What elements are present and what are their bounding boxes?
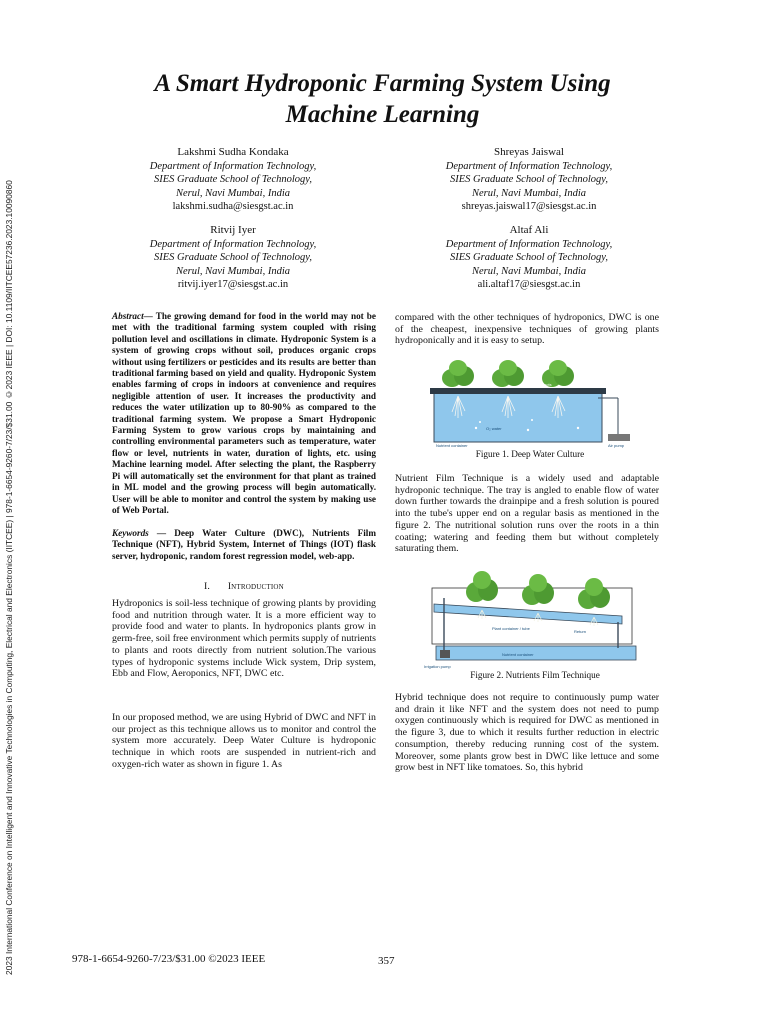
author-email[interactable]: ritvij.iyer17@siesgst.ac.in — [177, 279, 289, 291]
abstract — [112, 311, 376, 516]
author-department: Department of Information Technology, — [149, 160, 317, 172]
nutrient-tank — [436, 646, 636, 660]
figure-nutrient-film-technique — [422, 570, 646, 670]
label-air-pump: Air pump — [608, 443, 625, 448]
air-pump-icon — [608, 434, 630, 441]
author-block — [409, 146, 649, 214]
tank-lid — [430, 388, 606, 394]
body-paragraph: compared with the other techniques of hydroponics, DWC is one of the cheapest, inexpensive techniques of growing plants hydroponically and it is easy to setup. — [395, 312, 659, 347]
body-paragraph: Hybrid technique does not require to continuously pump water and drain it like NFT and the system does not need to pump oxygen continuously which is required for DWC as mentioned in the figure 3, due to which it results further reduction in electric consumption, thereby reducing running cost of the system. Moreover, some plants grow best in DWC like lettuce and some grow best in NFT like tomatoes. So, this hybrid — [395, 692, 659, 774]
author-department: Department of Information Technology, — [445, 160, 613, 172]
abstract-body: The growing demand for food in the world may not be met with the traditional farming system coupled with rising pollution level and oscillations in climate. Hydroponic System is a system of growing crops without soil, produces organic crops without using fertilizers or pesticides and its results are better than traditional farming based on yield and quality. Hydroponic System enables farming of crops in indoors at convenience and requires negligible attention of user. It increases the productivity and reduces the water utilization up to 80-90% as compared to the traditional farming system. We propose a Smart Hydroponic Farming System to grow various crops by maintaining and controlling environmental parameters such as temperature, water flow or level, nutrients in water, duration of lights, etc. using Machine learning model. After selecting the plant, the Raspberry Pi will automatically set the environment for that plant as trained in ML model and the growing process will begin automatically. User will be able to monitor and control the system by making use of Web Portal. — [112, 311, 376, 515]
abstract-lead: Abstract— — [112, 311, 153, 321]
label-return: Return — [574, 629, 587, 634]
author-block — [113, 224, 353, 292]
author-email[interactable]: lakshmi.sudha@siesgst.ac.in — [172, 201, 294, 213]
figure-1-caption: Figure 1. Deep Water Culture — [475, 449, 585, 459]
footer-isbn: 978-1-6654-9260-7/23/$31.00 ©2023 IEEE — [72, 953, 266, 965]
conference-banner: 2023 International Conference on Intelligent and Innovative Technologies in Computing, Electrical and Electronics (IITCEE) | 978-1-6654-9260-7/23/$31.00 ©2023 IEEE | DOI: 10.1109/IITCEE57236.2023.10090860 — [4, 180, 14, 975]
author-department: Department of Information Technology, — [149, 238, 317, 250]
pump-icon — [440, 650, 450, 658]
label-o2-water: O₂ water — [486, 426, 502, 431]
author-email[interactable]: ali.altaf17@siesgst.ac.in — [477, 279, 581, 291]
keywords-body: — Deep Water Culture (DWC), Nutrients Film Technique (NFT), Hybrid System, Internet of Things (IOT) flask server, hydroponic, random forest regression model, web-app. — [112, 528, 376, 561]
lettuce-plants — [466, 571, 610, 609]
author-name: Altaf Ali — [509, 224, 549, 236]
author-block — [409, 224, 649, 292]
label-net-pots: Net/Grow pots — [526, 382, 552, 387]
keywords — [112, 528, 376, 562]
paper-title: A Smart Hydroponic Farming System Using Machine Learning — [154, 70, 611, 128]
lettuce-plants — [442, 360, 574, 387]
author-city: Nerul, Navi Mumbai, India — [471, 187, 587, 199]
figure-deep-water-culture — [428, 358, 638, 448]
section-heading — [112, 581, 376, 592]
body-paragraph: In our proposed method, we are using Hybrid of DWC and NFT in our project as this technique allows us to monitor and control the system more accurately. Deep Water Culture is hydroponic technique in which roots are suspended in nutrient-rich and oxygen-rich water as shown in figure 1. As — [112, 712, 376, 770]
page-number: 357 — [378, 955, 395, 967]
author-name: Lakshmi Sudha Kondaka — [177, 146, 289, 158]
author-block — [113, 146, 353, 214]
author-school: SIES Graduate School of Technology, — [154, 174, 312, 186]
keywords-lead: Keywords — [112, 528, 149, 538]
label-nutrient-container: Nutrient container — [436, 443, 468, 448]
author-city: Nerul, Navi Mumbai, India — [471, 265, 587, 277]
figure-2-caption: Figure 2. Nutrients Film Technique — [470, 670, 600, 680]
body-paragraph: Nutrient Film Technique is a widely used and adaptable hydroponic technique. The tray is angled to enable flow of water down further towards the drainpipe and a fresh solution is poured into the tube's upper end on a regular basis as mentioned in the figure 2. The nutritional solution runs over the roots in a thin coating; watering and feeding them but without completely saturating them. — [395, 473, 659, 555]
author-name: Ritvij Iyer — [210, 224, 256, 236]
author-school: SIES Graduate School of Technology, — [450, 252, 608, 264]
author-city: Nerul, Navi Mumbai, India — [175, 187, 291, 199]
label-nutrient-container: Nutrient container — [502, 652, 534, 657]
author-email[interactable]: shreyas.jaiswal17@siesgst.ac.in — [461, 201, 597, 213]
author-city: Nerul, Navi Mumbai, India — [175, 265, 291, 277]
author-department: Department of Information Technology, — [445, 238, 613, 250]
author-school: SIES Graduate School of Technology, — [450, 174, 608, 186]
author-name: Shreyas Jaiswal — [494, 146, 564, 158]
label-plant-channel: Plant container / tube — [492, 626, 530, 631]
body-paragraph: Hydroponics is soil-less technique of growing plants by providing food and nutrition through water. It is a more efficient way to provide food and water to plants. In hydroponics plants grow in germ-free, soil free environment which permits supply of nutrients to plants and roots directly from nutrient solution.The various types of hydroponic systems include Wick system, Drip system, Ebb and Flow, Aeroponics, NFT, DWC etc. — [112, 598, 376, 680]
section-number: I. — [204, 581, 210, 592]
section-title: Introduction — [227, 582, 284, 592]
author-school: SIES Graduate School of Technology, — [154, 252, 312, 264]
label-irrigation-pump: Irrigation pump — [424, 664, 451, 669]
